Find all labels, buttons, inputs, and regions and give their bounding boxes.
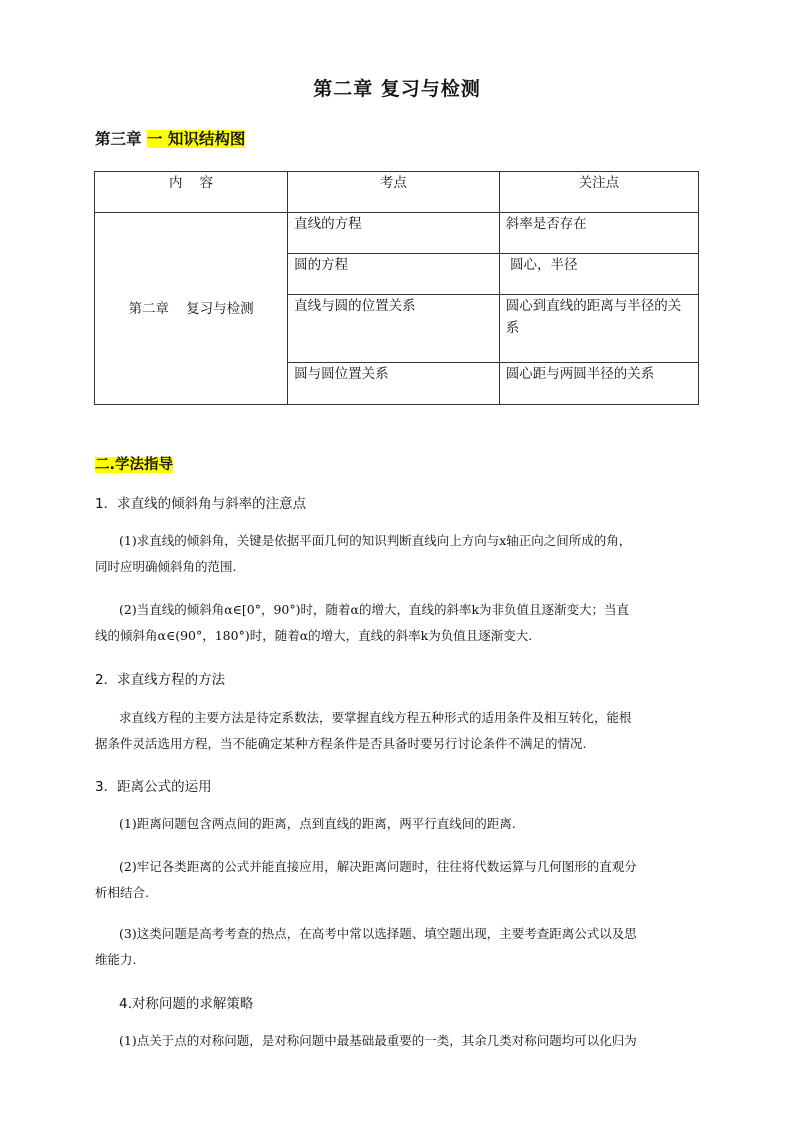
section-label-highlighted: 二.学法指导 — [95, 457, 174, 473]
exam-point-cell: 直线的方程 — [288, 213, 500, 254]
exam-point-cell: 圆与圆位置关系 — [288, 363, 500, 405]
header-content: 内 容 — [95, 172, 288, 213]
paragraph-line: 析相结合. — [95, 885, 149, 900]
table-header-row — [95, 172, 699, 213]
paragraph — [95, 811, 699, 837]
paragraph-line: 同时应明确倾斜角的范围. — [95, 559, 237, 574]
paragraph-line: 维能力. — [95, 952, 137, 967]
paragraph-line: (1)点关于点的对称问题，是对称问题中最基础最重要的一类，其余几类对称问题均可以化归为 — [119, 1033, 637, 1048]
section-heading-study-guide — [95, 453, 173, 474]
focus-cell: 斜率是否存在 — [499, 213, 698, 254]
section-label-highlighted: 一 知识结构图 — [146, 130, 246, 148]
paragraph-line: 线的倾斜角α∈(90°，180°)时，随着α的增大，直线的斜率k为负值且逐渐变大. — [95, 628, 533, 643]
focus-cell: 圆心距与两圆半径的关系 — [499, 363, 698, 405]
chapter-cell: 第二章 复习与检测 — [95, 213, 288, 405]
item-heading: 2．求直线方程的方法 — [95, 672, 226, 688]
paragraph-line: 求直线方程的主要方法是待定系数法，要掌握直线方程五种形式的适用条件及相互转化，能根 — [119, 710, 632, 725]
focus-cell: 圆心到直线的距离与半径的关系 — [499, 295, 698, 363]
knowledge-structure-table — [94, 171, 699, 405]
focus-cell: 圆心，半径 — [499, 254, 698, 295]
paragraph-line: (1)求直线的倾斜角，关键是依据平面几何的知识判断直线向上方向与x轴正向之间所成的角， — [119, 533, 632, 548]
paragraph-line: 据条件灵活选用方程，当不能确定某种方程条件是否具备时要另行讨论条件不满足的情况. — [95, 736, 587, 751]
paragraph — [95, 528, 699, 580]
document-title: 第二章 复习与检测 — [313, 78, 481, 100]
item-heading: 3．距离公式的运用 — [95, 779, 212, 795]
exam-point-cell: 圆的方程 — [288, 254, 500, 295]
paragraph — [95, 1028, 699, 1054]
item-heading: 1．求直线的倾斜角与斜率的注意点 — [95, 496, 307, 512]
header-focus: 关注点 — [499, 172, 698, 213]
paragraph — [95, 705, 699, 757]
paragraph-line: (2)当直线的倾斜角α∈[0°，90°)时，随着α的增大，直线的斜率k为非负值且逐渐变大；当直 — [119, 602, 630, 617]
section-prefix: 第三章 — [95, 130, 142, 148]
paragraph-line: (2)牢记各类距离的公式并能直接应用，解决距离问题时，往往将代数运算与几何图形的直观分 — [119, 859, 637, 874]
section-heading-structure — [95, 127, 245, 149]
paragraph — [95, 921, 699, 973]
paragraph — [95, 854, 699, 906]
paragraph-line: (3)这类问题是高考考查的热点，在高考中常以选择题、填空题出现，主要考查距离公式以及思 — [119, 926, 637, 941]
paragraph-line: (1)距离问题包含两点间的距离，点到直线的距离，两平行直线间的距离. — [119, 816, 516, 831]
header-exam-point: 考点 — [288, 172, 500, 213]
paragraph — [95, 597, 699, 649]
exam-point-cell: 直线与圆的位置关系 — [288, 295, 500, 363]
table-row — [95, 213, 699, 254]
item-heading: 4.对称问题的求解策略 — [119, 996, 254, 1012]
